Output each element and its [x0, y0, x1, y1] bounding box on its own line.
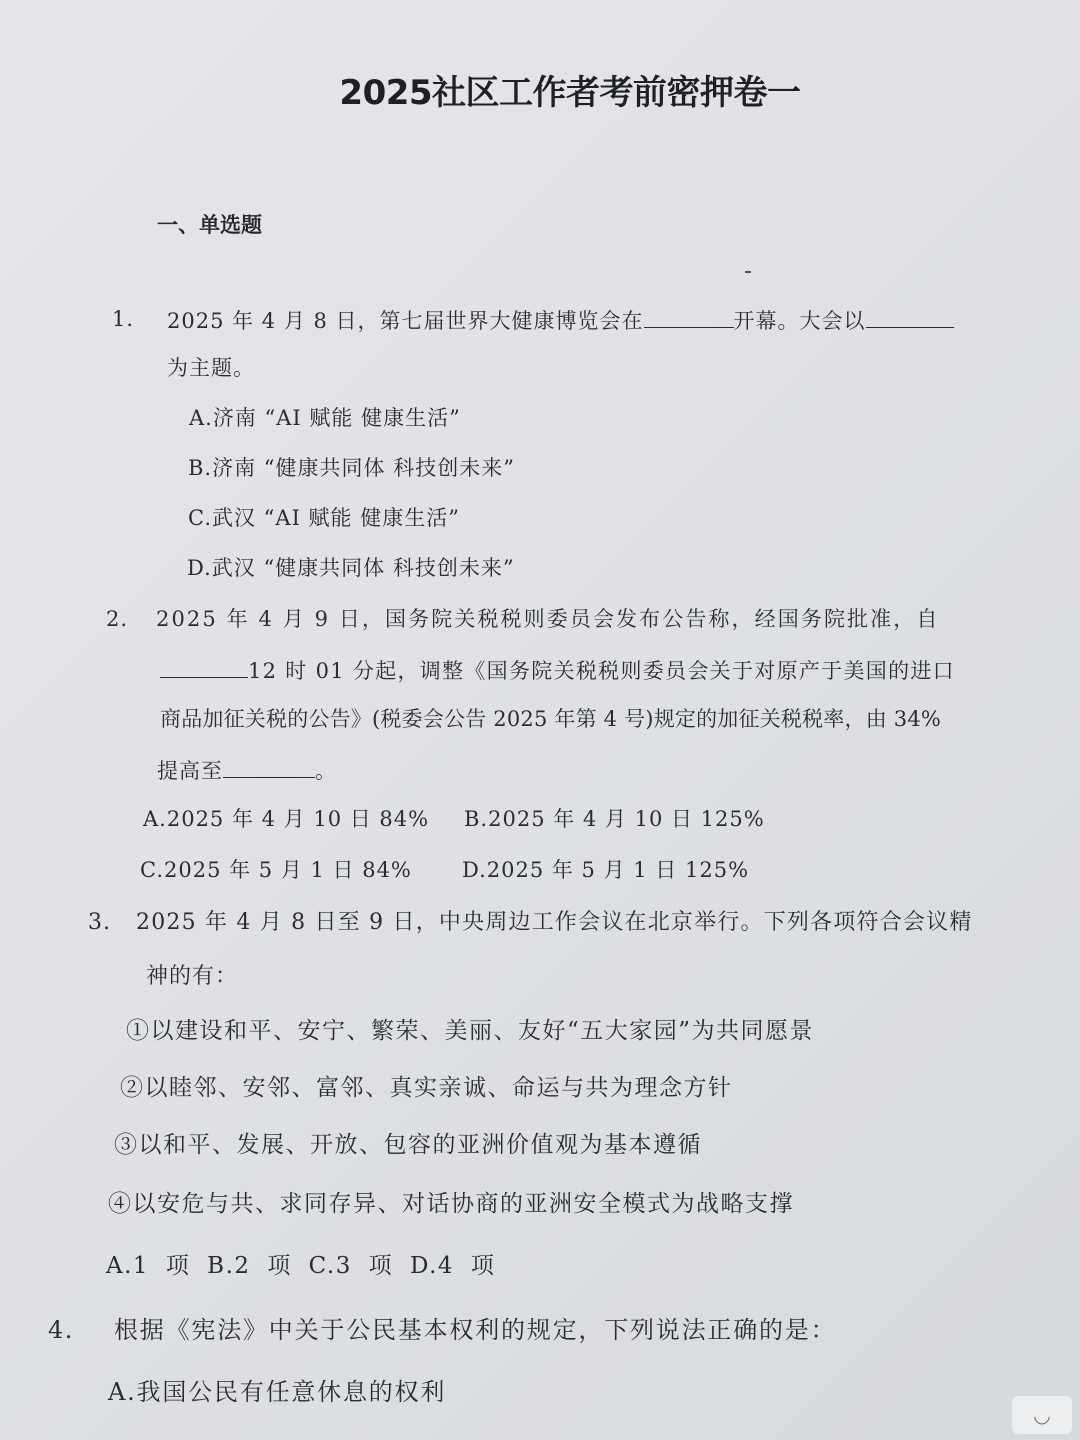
- question-3-line-2: 神的有：: [146, 964, 239, 989]
- question-2-option-a: A.2025 年 4 月 10 日 84%: [143, 807, 430, 831]
- answer-blank: [644, 309, 734, 328]
- question-2-line-4: [157, 759, 337, 782]
- question-1-option-b: B.济南 “健康共同体 科技创未来”: [188, 456, 515, 480]
- answer-blank: [866, 309, 954, 328]
- page-title: 2025社区工作者考前密押卷一: [339, 73, 801, 113]
- question-2-line-2: [160, 659, 955, 682]
- question-1-option-a: A.济南 “AI 赋能 健康生活”: [189, 406, 461, 430]
- question-3-item-3: ③以和平、发展、开放、包容的亚洲价值观为基本遵循: [114, 1132, 702, 1158]
- question-2-line-3: 商品加征关税的公告》(税委会公告 2025 年第 4 号)规定的加征关税税率，由 34%: [160, 707, 942, 731]
- question-3-number: 3.: [88, 910, 111, 935]
- question-4-line-1: 根据《宪法》中关于公民基本权利的规定，下列说法正确的是：: [114, 1316, 837, 1344]
- question-3-options: A.1 项 B.2 项 C.3 项 D.4 项: [106, 1253, 496, 1279]
- answer-blank: [160, 659, 248, 678]
- question-1-option-d: D.武汉 “健康共同体 科技创未来”: [187, 556, 515, 580]
- answer-blank: [223, 759, 315, 778]
- question-3-item-1: ①以建设和平、安宁、繁荣、美丽、友好“五大家园”为共同愿景: [126, 1018, 815, 1044]
- question-4-number: 4.: [48, 1316, 74, 1344]
- question-2-option-d: D.2025 年 5 月 1 日 125%: [462, 858, 750, 882]
- question-3-line-1: 2025 年 4 月 8 日至 9 日，中央周边工作会议在北京举行。下列各项符合会议精: [136, 910, 973, 935]
- question-2-line-1: 2025 年 4 月 9 日，国务院关税税则委员会发布公告称，经国务院批准，自: [156, 607, 940, 631]
- question-2-text-2: 12 时 01 分起，调整《国务院关税税则委员会关于对原产于美国的进口: [248, 659, 955, 683]
- question-2-text-4b: 。: [315, 759, 337, 783]
- section-heading: 一、单选题: [157, 213, 262, 237]
- watermark-icon: ◡: [1012, 1396, 1072, 1434]
- question-2-number: 2.: [106, 607, 129, 631]
- question-2-option-c: C.2025 年 5 月 1 日 84%: [140, 858, 412, 882]
- question-3-item-4: ④以安危与共、求同存异、对话协商的亚洲安全模式为战略支撑: [108, 1191, 794, 1217]
- question-4-option-a: A.我国公民有任意休息的权利: [108, 1378, 447, 1406]
- question-1-text-a: 2025 年 4 月 8 日，第七届世界大健康博览会在: [167, 309, 644, 333]
- question-1-option-c: C.武汉 “AI 赋能 健康生活”: [188, 506, 460, 530]
- question-1-text-b: 开幕。大会以: [733, 309, 866, 333]
- pen-mark: [745, 271, 751, 273]
- question-3-item-2: ②以睦邻、安邻、富邻、真实亲诚、命运与共为理念方针: [120, 1075, 733, 1101]
- question-2-option-b: B.2025 年 4 月 10 日 125%: [464, 807, 765, 831]
- question-1-line-2: 为主题。: [167, 356, 255, 380]
- question-1-line-1: [167, 309, 954, 332]
- question-2-text-4a: 提高至: [157, 759, 223, 783]
- question-1-number: 1.: [112, 307, 135, 331]
